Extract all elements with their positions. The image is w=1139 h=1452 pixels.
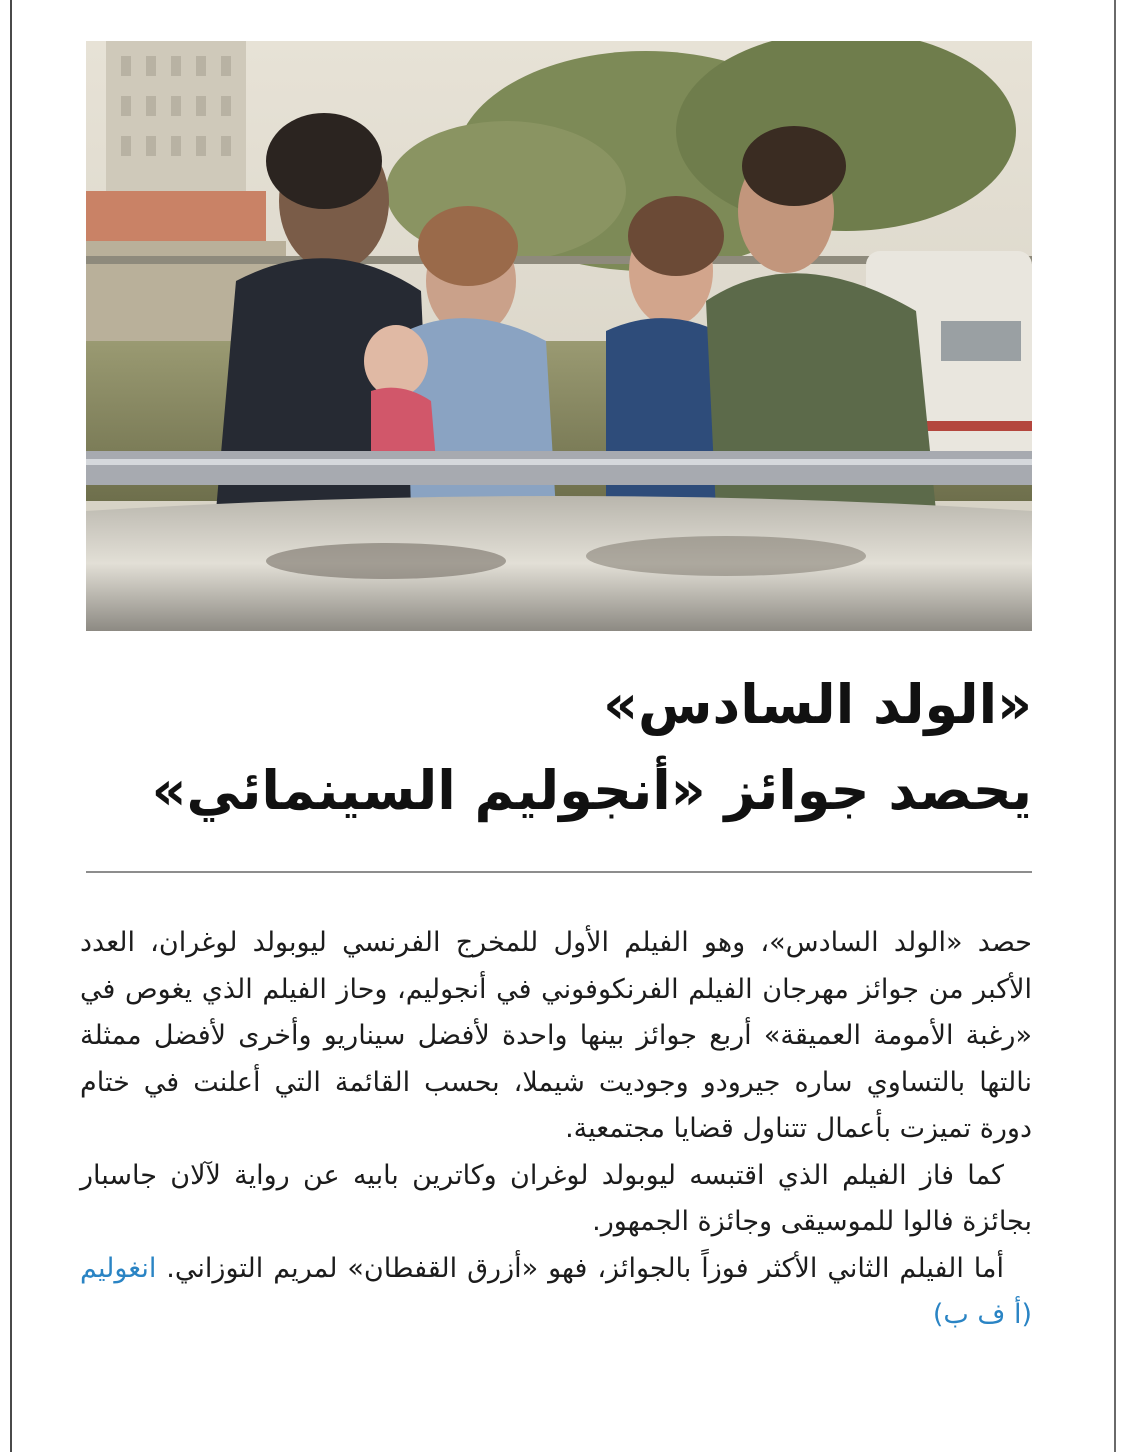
- headline-divider: [86, 871, 1032, 873]
- article-body: [80, 920, 1032, 1339]
- article-paragraph-1: حصد «الولد السادس»، وهو الفيلم الأول للمخرج الفرنسي ليوبولد لوغران، العدد الأكبر من جوائز مهرجان الفيلم الفرنكوفوني في أنجوليم، وحاز الفيلم الذي يغوص في «رغبة الأمومة العميقة» أربع جوائز بينها واحدة لأفضل سيناريو وأخرى لأفضل ممثلة نالتها بالتساوي ساره جيرودو وجوديت شيملا، بحسب القائمة التي أعلنت في ختام دورة تميزت بأعمال تتناول قضايا مجتمعية.: [80, 927, 1032, 1144]
- headline-line-2: يحصد جوائز «أنجوليم السينمائي»: [151, 759, 1032, 822]
- right-column-rule: [1114, 0, 1116, 1452]
- headline-line-1: «الولد السادس»: [603, 673, 1032, 736]
- article-paragraph-2: كما فاز الفيلم الذي اقتبسه ليوبولد لوغران وكاترين بابيه عن رواية لآلان جاسبار بجائزة فالوا للموسيقى وجائزة الجمهور.: [80, 1159, 1032, 1237]
- article-paragraph-3-text: أما الفيلم الثاني الأكثر فوزاً بالجوائز، فهو «أزرق القفطان» لمريم التوزاني.: [166, 1252, 1004, 1284]
- film-still-photo-icon: [86, 41, 1032, 631]
- article-byline: انغوليم (أ ف ب): [80, 1252, 1032, 1330]
- left-column-rule: [10, 0, 12, 1452]
- article-photo: [86, 41, 1032, 631]
- headline: [86, 662, 1032, 834]
- article-paragraph-3: [80, 1246, 1032, 1339]
